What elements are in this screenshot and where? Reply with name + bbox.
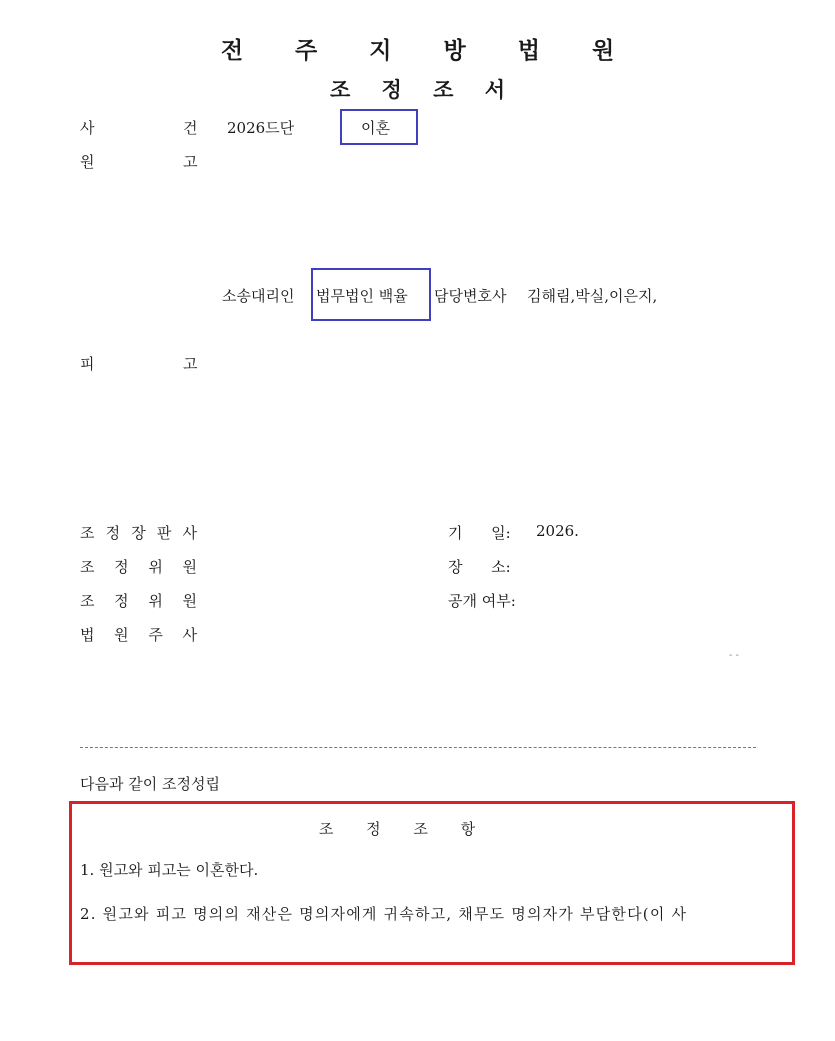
public-label: 공개 여부: bbox=[448, 592, 516, 610]
case-number: 2026드단 bbox=[227, 119, 295, 137]
attorneys-label: 담당변호사 bbox=[434, 287, 507, 305]
term-item-2: 2. 원고와 피고 명의의 재산은 명의자에게 귀속하고, 채무도 명의자가 부담한다(이 사 bbox=[80, 905, 688, 923]
place-label: 장 소: bbox=[448, 558, 511, 576]
attorney-names: 김해림,박실,이은지, bbox=[527, 287, 658, 305]
law-firm-name: 법무법인 백율 bbox=[316, 287, 408, 305]
official-row-court-clerk: 법 원 주 사 bbox=[80, 626, 197, 644]
page-mark: - - bbox=[729, 650, 739, 661]
official-row-mediator-2: 조 정 위 원 bbox=[80, 592, 197, 610]
case-label-right: 건 bbox=[183, 119, 198, 137]
dashed-divider bbox=[80, 747, 756, 748]
case-label-left: 사 bbox=[80, 119, 95, 137]
mediation-result: 다음과 같이 조정성립 bbox=[80, 775, 220, 793]
official-row-mediator-1: 조 정 위 원 bbox=[80, 558, 197, 576]
case-type: 이혼 bbox=[361, 119, 390, 137]
document-title: 조 정 조 서 bbox=[329, 78, 518, 102]
date-value: 2026. bbox=[536, 522, 579, 540]
official-row-judge: 조 정 장 판 사 bbox=[80, 524, 197, 542]
term-item-1: 1. 원고와 피고는 이혼한다. bbox=[80, 861, 259, 879]
terms-title: 조 정 조 항 bbox=[318, 820, 490, 838]
date-label: 기 일: bbox=[448, 524, 511, 542]
plaintiff-label-left: 원 bbox=[80, 153, 95, 171]
defendant-label-right: 고 bbox=[183, 355, 198, 373]
defendant-label-left: 피 bbox=[80, 355, 95, 373]
plaintiff-label-right: 고 bbox=[183, 153, 198, 171]
court-name: 전 주 지 방 법 원 bbox=[220, 38, 637, 64]
counsel-label: 소송대리인 bbox=[222, 287, 295, 305]
